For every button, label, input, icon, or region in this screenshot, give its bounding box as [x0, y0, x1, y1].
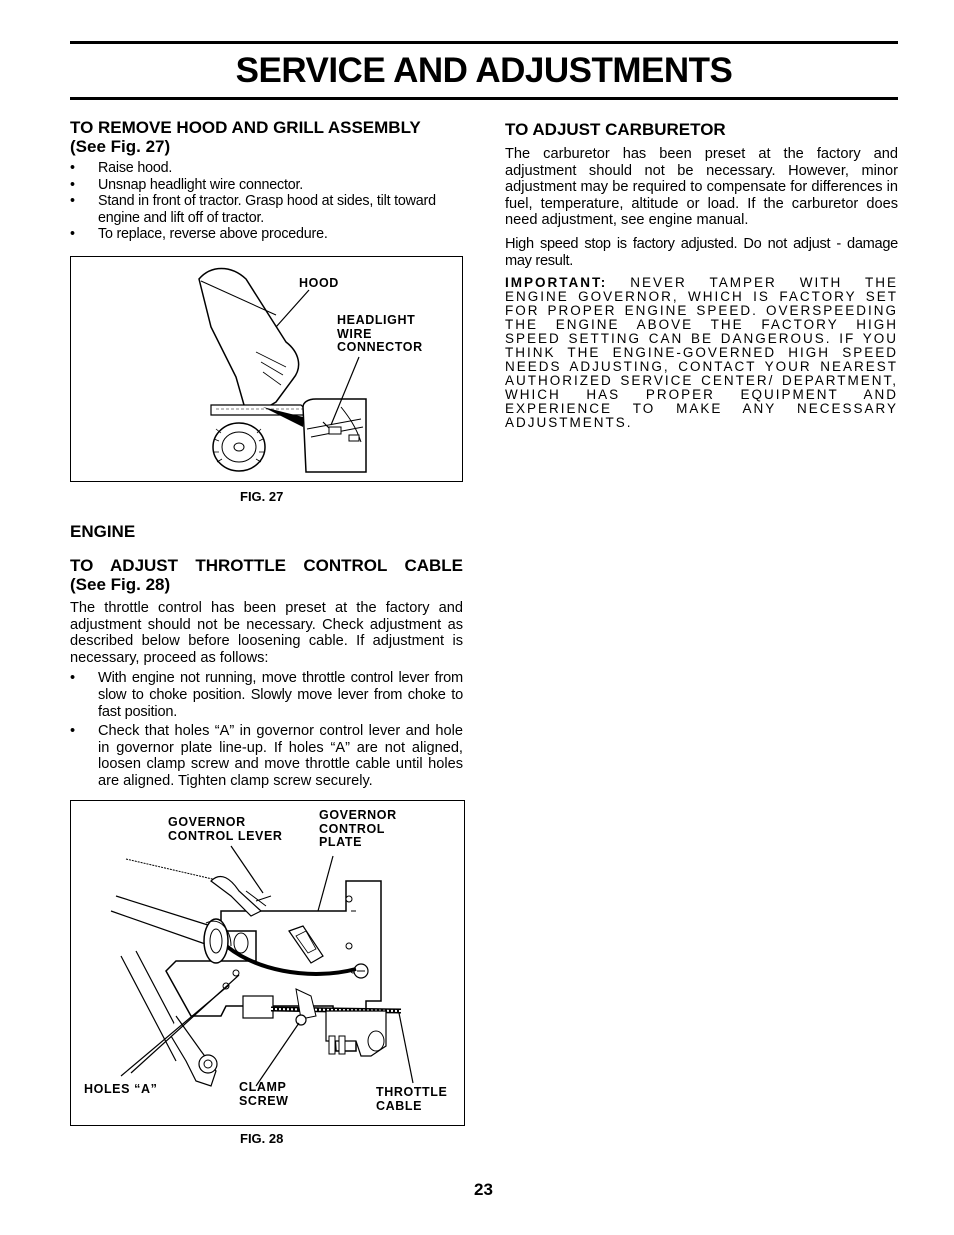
figure-28-caption: FIG. 28 [240, 1131, 284, 1146]
top-rule [70, 41, 898, 44]
important-notice [505, 276, 898, 430]
title-rule [70, 97, 898, 100]
throttle-heading-line1: TO ADJUST THROTTLE CONTROL CABLE [70, 556, 463, 575]
engine-heading: ENGINE [70, 522, 136, 541]
carburetor-section [505, 120, 898, 430]
label-plate-line1: GOVERNOR [319, 808, 397, 822]
important-text: NEVER TAMPER WITH THE ENGINE GOVERNOR, WHICH IS FACTORY SET FOR PROPER ENGINE SPEED. OVERSPEEDING THE ENGINE ABOVE THE FACTORY HIGH SPEED SETTING CAN BE DANGEROUS. IF YOU THINK THE ENGINE-GOVERNED HIGH SPEED NEEDS ADJUSTING, CONTACT YOUR NEAREST AUTHORIZED SERVICE CENTER/ DEPARTMENT, WHICH HAS PROPER EQUIPMENT AND EXPERIENCE TO MAKE ANY NECESSARY ADJUSTMENTS. [505, 275, 898, 431]
list-item: • With engine not running, move throttle control lever from slow to choke position. Slowly move lever from choke to fast position. [70, 670, 463, 720]
page-number: 23 [474, 1180, 493, 1199]
label-connector-line2: WIRE [337, 326, 373, 341]
label-cable-line1: THROTTLE [376, 1085, 448, 1099]
hood-heading-line1: TO REMOVE HOOD AND GRILL ASSEMBLY [70, 118, 421, 137]
figure-27 [70, 256, 463, 482]
page-title: SERVICE AND ADJUSTMENTS [235, 51, 733, 90]
label-clamp-screw [239, 1081, 289, 1108]
label-throttle-cable [376, 1086, 447, 1113]
label-lever-line2: CONTROL LEVER [168, 828, 283, 843]
carburetor-heading: TO ADJUST CARBURETOR [505, 120, 726, 139]
carburetor-para2: High speed stop is factory adjusted. Do not adjust - damage may result. [505, 235, 898, 269]
label-lever-line1: GOVERNOR [168, 815, 246, 829]
important-label: IMPORTANT: [505, 275, 608, 291]
hood-section [70, 118, 463, 243]
list-item: • Raise hood. [70, 160, 463, 177]
label-plate-line3: PLATE [319, 835, 363, 849]
label-clamp-line1: CLAMP [239, 1080, 287, 1094]
label-hood: HOOD [299, 276, 339, 290]
hood-illustration [71, 257, 462, 481]
hood-heading-line2: (See Fig. 27) [70, 137, 171, 156]
label-connector-line1: HEADLIGHT [337, 313, 416, 327]
label-holes-a: HOLES “A” [84, 1082, 158, 1096]
figure-27-caption: FIG. 27 [240, 489, 284, 504]
label-headlight-wire-connector [337, 314, 423, 355]
label-connector-line3: CONNECTOR [337, 340, 423, 354]
label-cable-line2: CABLE [376, 1098, 423, 1113]
label-clamp-line2: SCREW [239, 1093, 289, 1108]
hood-steps-list [70, 160, 463, 243]
carburetor-para1: The carburetor has been preset at the factory and adjustment should not be necessary. However, minor adjustment may be required to compensate for differences in fuel, temperature, altitude or load. If the carburetor does need adjustment, see engine manual. [505, 146, 898, 229]
label-governor-control-plate [319, 809, 397, 850]
list-item: • Stand in front of tractor. Grasp hood at sides, tilt toward engine and lift off of tractor. [70, 193, 463, 226]
list-item: • Check that holes “A” in governor control lever and hole in governor plate line-up. If holes “A” are not aligned, loosen clamp screw and move throttle cable until holes are aligned. Tighten clamp screw securely. [70, 723, 463, 789]
throttle-section [70, 522, 463, 790]
label-plate-line2: CONTROL [319, 821, 385, 836]
figure-28 [70, 800, 465, 1126]
throttle-steps-list [70, 670, 463, 789]
list-item: • Unsnap headlight wire connector. [70, 177, 463, 194]
governor-illustration [71, 801, 464, 1125]
throttle-intro: The throttle control has been preset at the factory and adjustment should not be necessary. Check adjustment as described below before loosening cable. If adjustment is necessary, proceed as follows: [70, 600, 463, 666]
throttle-heading-line2: (See Fig. 28) [70, 575, 171, 594]
list-item: • To replace, reverse above procedure. [70, 226, 463, 243]
label-governor-control-lever [168, 816, 283, 843]
